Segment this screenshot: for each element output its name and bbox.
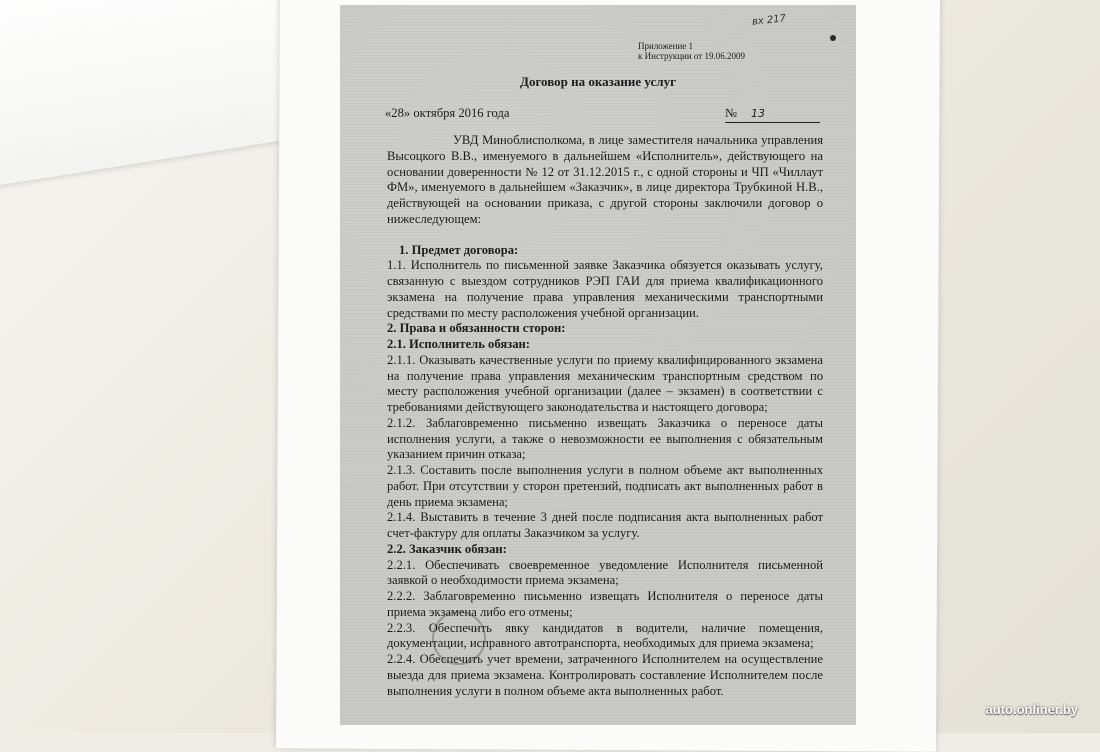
section-1-heading: 1. Предмет договора: [399, 242, 519, 257]
clause-2-2-3: 2.2.3. Обеспечить явку кандидатов в водители, наличие помещения, документации, исправного автотранспорта, необходимых для приема экзамена; [387, 620, 823, 651]
clause-2-1-3: 2.1.3. Составить после выполнения услуги в полном объеме акт выполненных работ. При отсутствии у сторон претензий, подписать акт выполненных работ в день приема экзамена; [387, 463, 823, 509]
punch-hole-icon [830, 35, 836, 41]
clause-2-2-4: 2.2.4. Обеспечить учет времени, затраченного Исполнителем на осуществление выезда для приема экзамена. Контролировать составление Исполнителем после выполнения услуги в полном объеме акта выполненных работ. [387, 652, 823, 698]
clause-2-1-2: 2.1.2. Заблаговременно письменно извещать Заказчика о переносе даты исполнения услуги, а также о невозможности ее выполнения с обязательным указанием причин отказа; [387, 415, 823, 462]
appendix-line-1: Приложение 1 [638, 41, 694, 51]
clause-1-1: 1.1. Исполнитель по письменной заявке Заказчика обязуется оказывать услугу, связанную с выездом сотрудников РЭП ГАИ для приема квалификационного экзамена на получение права управления механическими транспортными средствами по месту расположения учебной организации. [387, 258, 823, 320]
section-2-heading: 2. Права и обязанности сторон: [387, 321, 566, 336]
section-2-1-heading: 2.1. Исполнитель обязан: [387, 337, 530, 351]
document-title: Договор на оказание услуг [520, 74, 676, 89]
intro-paragraph: УВД Миноблисполкома, в лице заместителя начальника управления Высоцкого В.В., именуемого в дальнейшем «Исполнитель», действующего на основании доверенности № 12 от 31.12.2015 г., с одной стороны и ЧП «Чиллаут ФМ», именуемого в дальнейшем «Заказчик», в лице директора Трубкиной Н.В., действующей на основании приказа, с другой стороны заключили договор о нижеследующем: [387, 133, 823, 226]
clause-2-2-2: 2.2.2. Заблаговременно письменно извещать Исполнителя о переносе даты приема экзамена либо его отмены; [387, 589, 823, 619]
photocopy-document [340, 5, 856, 725]
clause-2-2-1: 2.2.1. Обеспечивать своевременное уведомление Исполнителя письменной заявкой о необходимости приема экзамена; [387, 557, 823, 588]
contract-date: «28» октября 2016 года [385, 106, 510, 120]
site-watermark: auto.onliner.by [985, 702, 1078, 717]
handwritten-mark: вх 217 [751, 13, 787, 28]
number-value: 13 [751, 107, 766, 120]
appendix-line-2: к Инструкции от 19.06.2009 [638, 51, 745, 61]
faded-stamp-icon [432, 611, 486, 665]
number-label: № [725, 106, 738, 120]
clause-2-1-4: 2.1.4. Выставить в течение 3 дней после подписания акта выполненных работ счет-фактуру для оплаты Заказчиком за услугу. [387, 510, 823, 540]
section-2-2-heading: 2.2. Заказчик обязан: [387, 541, 507, 556]
contract-number [725, 106, 820, 123]
appendix-note [638, 41, 745, 61]
clause-2-1-1: 2.1.1. Оказывать качественные услуги по приему квалифицированного экзамена на получение права управления механическим транспортным средством по месту расположения учебной организации (далее – экзамен) в соответствии с требованиями действующего законодательства и настоящего договора; [387, 352, 823, 414]
